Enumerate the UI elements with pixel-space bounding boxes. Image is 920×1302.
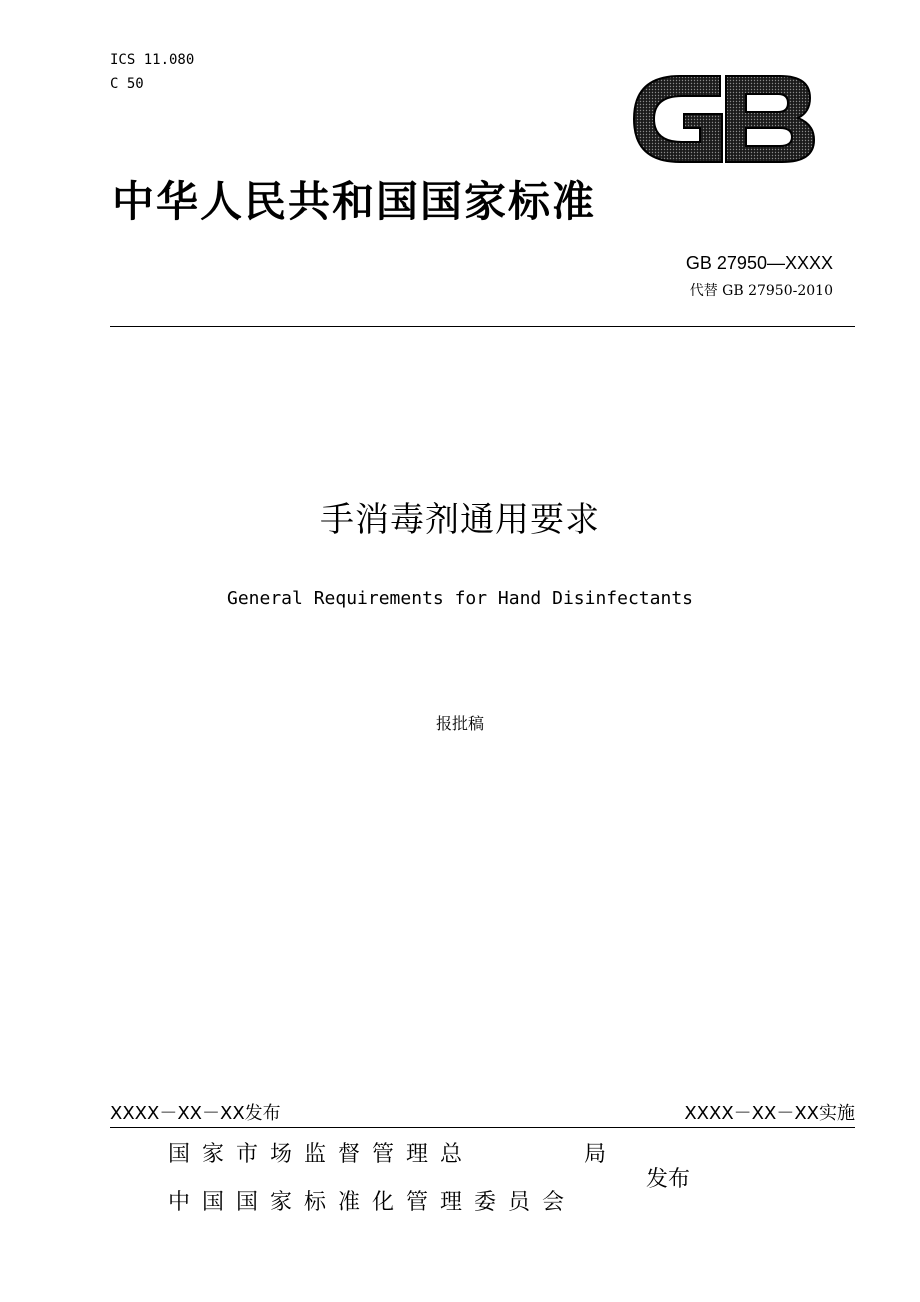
header-divider (110, 326, 855, 327)
standard-number: GB 27950—XXXX (685, 253, 833, 273)
national-standard-title: 中华人民共和国国家标准 (112, 177, 597, 226)
footer-divider (110, 1127, 855, 1128)
issue-label: 发布 (646, 1167, 691, 1192)
gb-logo (630, 70, 818, 168)
replaces-standard: 代替 GB 27950-2010 (689, 283, 833, 299)
document-title-cn: 手消毒剂通用要求 (320, 500, 600, 540)
classification-codes (110, 48, 194, 96)
issuer-samr-end: 局 (584, 1142, 607, 1167)
publish-date: XXXX－XX－XX发布 (110, 1103, 281, 1124)
svg-text:GB: GB (630, 70, 632, 71)
ccs-code: C 50 (110, 76, 144, 92)
effective-date: XXXX－XX－XX实施 (684, 1103, 855, 1124)
draft-status: 报批稿 (435, 714, 484, 733)
document-title-en: General Requirements for Hand Disinfectants (227, 588, 693, 609)
issuer-sac: 中国国家标准化管理委员会 (168, 1190, 577, 1215)
issuer-samr: 国家市场监督管理总 (168, 1142, 475, 1167)
ics-code: ICS 11.080 (110, 52, 195, 68)
